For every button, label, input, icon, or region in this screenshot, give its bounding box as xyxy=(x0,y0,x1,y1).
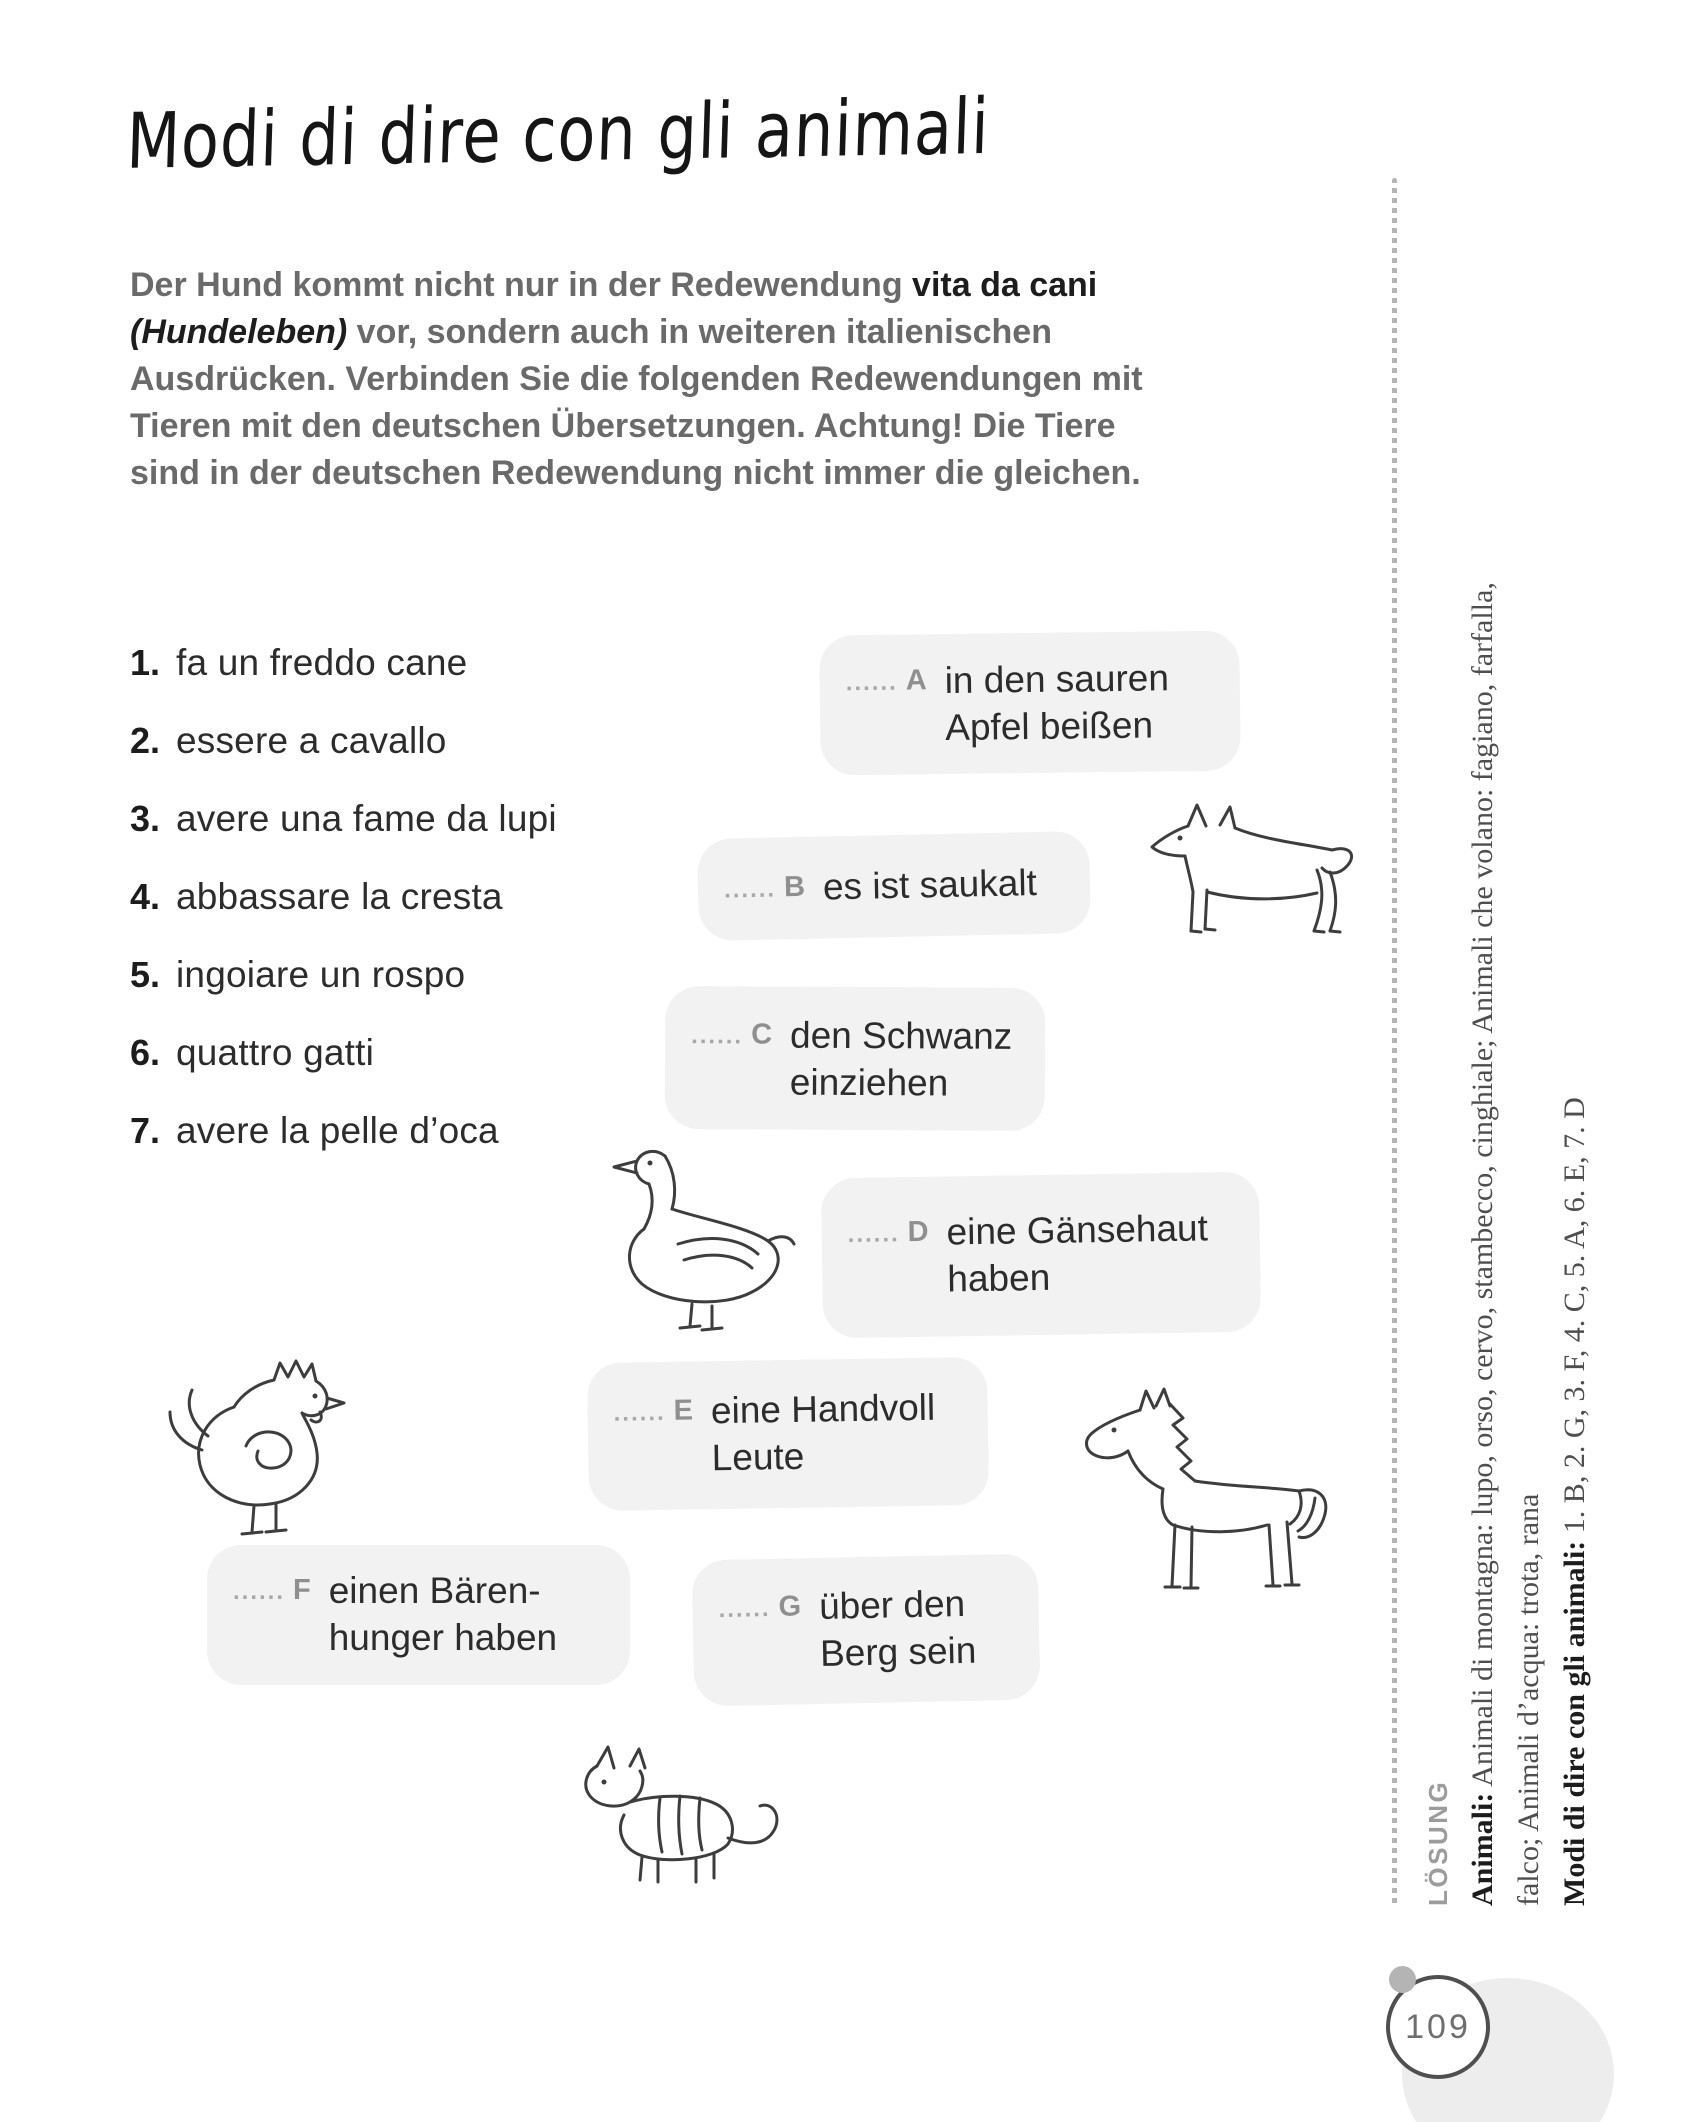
item-text: avere la pelle d’oca xyxy=(176,1110,499,1151)
list-item xyxy=(130,642,557,720)
answer-box-d xyxy=(821,1172,1261,1339)
answer-blank xyxy=(718,1583,820,1633)
item-number: 1. xyxy=(130,642,161,683)
idiom-list xyxy=(130,642,557,1188)
list-item xyxy=(130,954,557,1032)
dotted-blank: ...... xyxy=(723,875,777,904)
answer-letter: B xyxy=(783,870,806,904)
solution-line: falco; Animali d’acqua: trota, rana xyxy=(1512,1493,1545,1906)
answer-blank xyxy=(845,657,945,706)
item-text: avere una fame da lupi xyxy=(176,798,557,839)
dotted-blank: ...... xyxy=(691,1022,744,1050)
item-number: 4. xyxy=(130,876,161,917)
intro-text-rest: vor, sondern auch in weiteren italienischen Ausdrücken. Verbinden Sie die folgenden Redewendungen mit Tieren mit den deutschen Übersetzungen. Achtung! Die Tiere sind in der deutschen Redewendung nicht immer die gleichen. xyxy=(130,313,1143,492)
answer-text: eine Handvoll Leute xyxy=(710,1386,936,1479)
answer-text: den Schwanz einziehen xyxy=(789,1014,1013,1104)
solution-block xyxy=(1416,178,1598,1906)
answer-blank xyxy=(233,1567,329,1615)
answer-letter: A xyxy=(905,664,927,697)
solution-heading: LÖSUNG xyxy=(1423,1779,1453,1906)
dotted-blank: ...... xyxy=(613,1398,666,1427)
intro-translation: (Hundeleben) xyxy=(130,313,348,351)
answer-box-f xyxy=(207,1545,630,1685)
item-text: essere a cavallo xyxy=(176,720,447,761)
rooster-illustration xyxy=(152,1352,367,1557)
answer-blank xyxy=(724,863,824,913)
list-item xyxy=(130,1032,557,1110)
answer-blank xyxy=(847,1208,947,1258)
solution-line-lead: Animali: xyxy=(1466,1792,1499,1906)
answer-text: eine Gänsehaut haben xyxy=(946,1207,1209,1300)
solution-line-text: Animali di montagna: lupo, orso, cervo, stambecco, cinghiale; Animali che volano: fagiano, farfalla, xyxy=(1466,582,1499,1793)
item-number: 3. xyxy=(130,798,161,839)
list-item xyxy=(130,720,557,798)
answer-box-g xyxy=(692,1553,1041,1706)
intro-text: Der Hund kommt nicht nur in der Redewendung xyxy=(130,266,913,304)
answer-letter: E xyxy=(673,1394,694,1427)
answer-box-a xyxy=(819,630,1241,775)
cat-illustration xyxy=(556,1738,796,1903)
dotted-blank: ...... xyxy=(847,1220,900,1249)
answer-letter: F xyxy=(293,1574,311,1606)
answer-blank xyxy=(691,1011,790,1060)
horse-illustration xyxy=(1042,1368,1342,1668)
page-title: Modi di dire con gli animali xyxy=(125,81,992,187)
answer-box-c xyxy=(665,986,1046,1131)
duck-illustration xyxy=(598,1138,818,1343)
answer-text: in den sauren Apfel beißen xyxy=(944,657,1170,749)
item-number: 5. xyxy=(130,954,161,995)
answer-blank xyxy=(613,1387,711,1437)
item-text: fa un freddo cane xyxy=(176,642,468,683)
item-number: 2. xyxy=(130,720,161,761)
intro-paragraph xyxy=(130,262,1190,497)
answer-text: es ist saukalt xyxy=(822,862,1038,908)
intro-bold-italian: vita da cani xyxy=(912,266,1098,304)
solution-line-lead: Modi di dire con gli animali: xyxy=(1558,1540,1591,1906)
dog-illustration xyxy=(1142,798,1362,948)
list-item xyxy=(130,1110,557,1188)
answer-letter: G xyxy=(778,1590,802,1623)
answer-text: einen Bären- hunger haben xyxy=(328,1570,558,1658)
dotted-blank: ...... xyxy=(233,1578,286,1605)
answer-letter: D xyxy=(907,1215,929,1249)
answer-text: über den Berg sein xyxy=(818,1582,977,1674)
list-item xyxy=(130,876,557,954)
list-item xyxy=(130,798,557,876)
item-text: ingoiare un rospo xyxy=(176,954,466,995)
item-text: abbassare la cresta xyxy=(176,876,503,917)
page-number: 109 xyxy=(1405,2007,1471,2046)
answer-box-b xyxy=(697,831,1091,941)
answer-letter: C xyxy=(751,1018,773,1051)
badge-dot xyxy=(1389,1966,1416,1993)
dotted-divider xyxy=(1392,178,1397,1906)
dotted-blank: ...... xyxy=(718,1594,771,1624)
item-number: 6. xyxy=(130,1032,161,1073)
solution-line xyxy=(1552,178,1598,1906)
item-number: 7. xyxy=(130,1110,161,1151)
solution-line-text: 1. B, 2. G, 3. F, 4. C, 5. A, 6. E, 7. D xyxy=(1558,1097,1591,1541)
item-text: quattro gatti xyxy=(176,1032,375,1073)
answer-box-e xyxy=(587,1357,989,1511)
dotted-blank: ...... xyxy=(845,668,898,697)
solution-line xyxy=(1460,178,1506,1906)
